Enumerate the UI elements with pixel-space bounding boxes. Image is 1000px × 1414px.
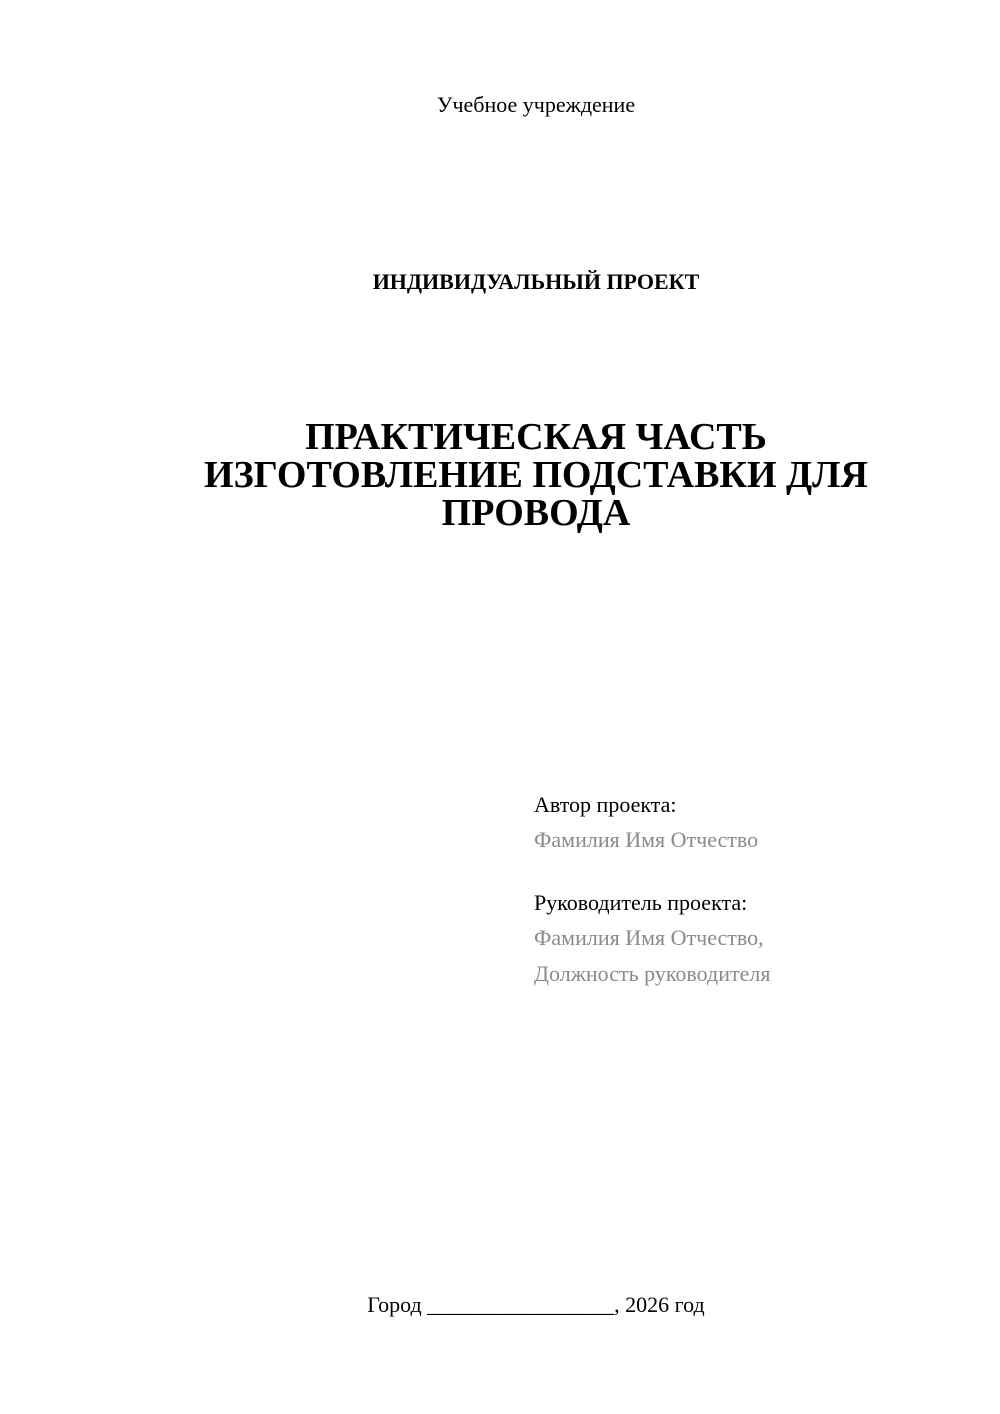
supervisor-block: [534, 886, 974, 992]
project-type-heading: ИНДИВИДУАЛЬНЫЙ ПРОЕКТ: [372, 269, 700, 294]
supervisor-name: Фамилия Имя Отчество,: [534, 925, 764, 950]
supervisor-position: Должность руководителя: [534, 961, 771, 986]
institution-name: Учебное учреждение: [436, 92, 636, 117]
project-title: [0, 418, 1000, 532]
author-name: Фамилия Имя Отчество: [534, 827, 759, 852]
author-label: Автор проекта:: [534, 792, 677, 817]
author-block: [534, 788, 974, 858]
supervisor-label: Руководитель проекта:: [534, 890, 748, 915]
project-title-line-1: ПРАКТИЧЕСКАЯ ЧАСТЬ: [305, 416, 767, 458]
city-year-line: Город _________________, 2026 год: [367, 1292, 705, 1317]
project-title-line-2: ИЗГОТОВЛЕНИЕ ПОДСТАВКИ ДЛЯ: [204, 454, 868, 496]
project-credits: [534, 788, 974, 1020]
project-title-line-3: ПРОВОДА: [441, 492, 631, 534]
